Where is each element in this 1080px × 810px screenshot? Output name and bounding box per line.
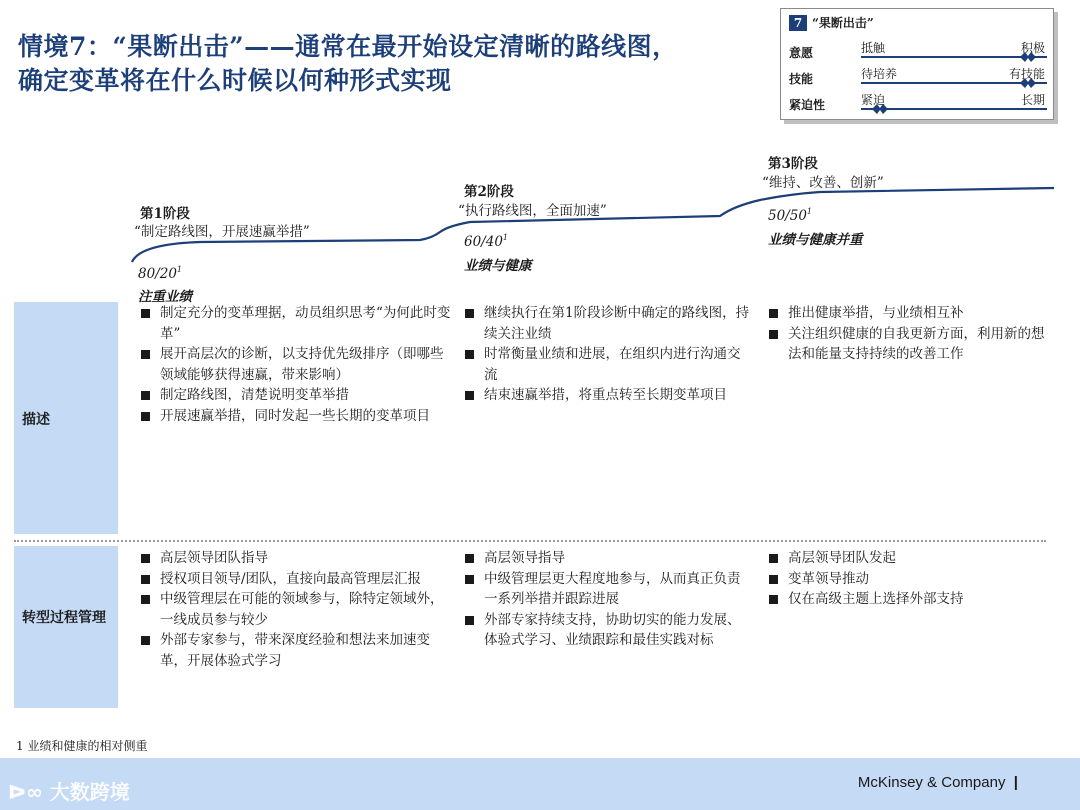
bullet-item: 中级管理层更大程度地参与，从而真正负责一系列举措并跟踪进展	[462, 569, 752, 610]
stage-2-quote: “执行路线图，全面加速”	[458, 203, 607, 219]
footnote: 1 业绩和健康的相对侧重	[16, 739, 148, 753]
management-col-3	[766, 548, 1050, 610]
legend-row-left: 紧迫	[861, 93, 886, 107]
stage-1-label: 第1阶段	[140, 206, 190, 222]
bullet-item: 外部专家参与，带来深度经验和想法来加速变革，开展体验式学习	[138, 630, 456, 671]
legend-row-right: 长期	[1020, 93, 1045, 107]
stage-2-label: 第2阶段	[464, 184, 514, 200]
legend-title: “果断出击”	[812, 16, 874, 30]
watermark-text: 大数跨境	[49, 780, 130, 804]
stage-2-focus: 业绩与健康	[464, 258, 532, 274]
legend-row-right: 有技能	[1008, 67, 1045, 81]
brand-text: McKinsey & Company |	[857, 774, 1018, 791]
bullet-item: 展开高层次的诊断，以支持优先级排序（即哪些领域能够获得速赢，带来影响）	[138, 344, 456, 385]
legend-row-right: 积极	[1020, 41, 1045, 55]
stage-1-ratio: $80/20^1$	[138, 265, 182, 282]
legend-badge: 7	[789, 15, 807, 31]
bullet-item: 制定充分的变革理据，动员组织思考“为何此时变革”	[138, 303, 456, 344]
footer-bar	[0, 758, 1080, 810]
legend-row-name: 意愿	[789, 46, 814, 60]
bullet-item: 中级管理层在可能的领域参与，除特定领域外，一线成员参与较少	[138, 589, 456, 630]
description-col-2	[462, 303, 752, 406]
bullet-item: 结束速赢举措，将重点转至长期变革项目	[462, 385, 752, 406]
bullet-item: 时常衡量业绩和进展，在组织内进行沟通交流	[462, 344, 752, 385]
legend-row-name: 技能	[789, 72, 814, 86]
description-col-1	[138, 303, 456, 426]
stage-1-focus: 注重业绩	[138, 289, 192, 305]
title-line-2: 确定变革将在什么时候以何种形式实现	[18, 66, 452, 95]
bullet-item: 高层领导团队指导	[138, 548, 456, 569]
legend-row-left: 抵触	[861, 41, 886, 55]
title-line-1: 情境7：“果断出击”——通常在最开始设定清晰的路线图，	[18, 32, 678, 61]
bullet-item: 高层领导团队发起	[766, 548, 1050, 569]
bullet-item: 高层领导指导	[462, 548, 752, 569]
bullet-item: 仅在高级主题上选择外部支持	[766, 589, 1050, 610]
stage-3-ratio: $50/50^1$	[768, 207, 812, 224]
row-label-transformation-management: 转型过程管理	[14, 546, 118, 708]
stage-1-quote: “制定路线图，开展速赢举措”	[134, 224, 310, 240]
stage-3-quote: “维持、改善、创新”	[762, 175, 884, 191]
row-label-description: 描述	[14, 302, 118, 534]
bullet-item: 继续执行在第1阶段诊断中确定的路线图，持续关注业绩	[462, 303, 752, 344]
watermark-logo	[8, 776, 130, 805]
stage-3-label: 第3阶段	[768, 156, 818, 172]
stage-2-ratio: $60/40^1$	[464, 233, 508, 250]
legend-row-name: 紧迫性	[789, 98, 826, 112]
management-col-2	[462, 548, 752, 651]
bullet-item: 关注组织健康的自我更新方面，利用新的想法和能量支持持续的改善工作	[766, 324, 1050, 365]
management-col-1	[138, 548, 456, 671]
bullet-item: 外部专家持续支持，协助切实的能力发展、体验式学习、业绩跟踪和最佳实践对标	[462, 610, 752, 651]
bullet-item: 开展速赢举措，同时发起一些长期的变革项目	[138, 406, 456, 427]
bullet-item: 推出健康举措，与业绩相互补	[766, 303, 1050, 324]
bullet-item: 制定路线图，清楚说明变革举措	[138, 385, 456, 406]
bullet-item: 变革领导推动	[766, 569, 1050, 590]
bullet-item: 授权项目领导/团队，直接向最高管理层汇报	[138, 569, 456, 590]
watermark-icon: ᐅ∞	[8, 780, 50, 804]
description-col-3	[766, 303, 1050, 365]
stage-progress-curve	[0, 0, 1080, 300]
legend-row-left: 待培养	[861, 67, 898, 81]
section-divider	[14, 540, 1046, 542]
stage-3-focus: 业绩与健康并重	[768, 232, 863, 248]
